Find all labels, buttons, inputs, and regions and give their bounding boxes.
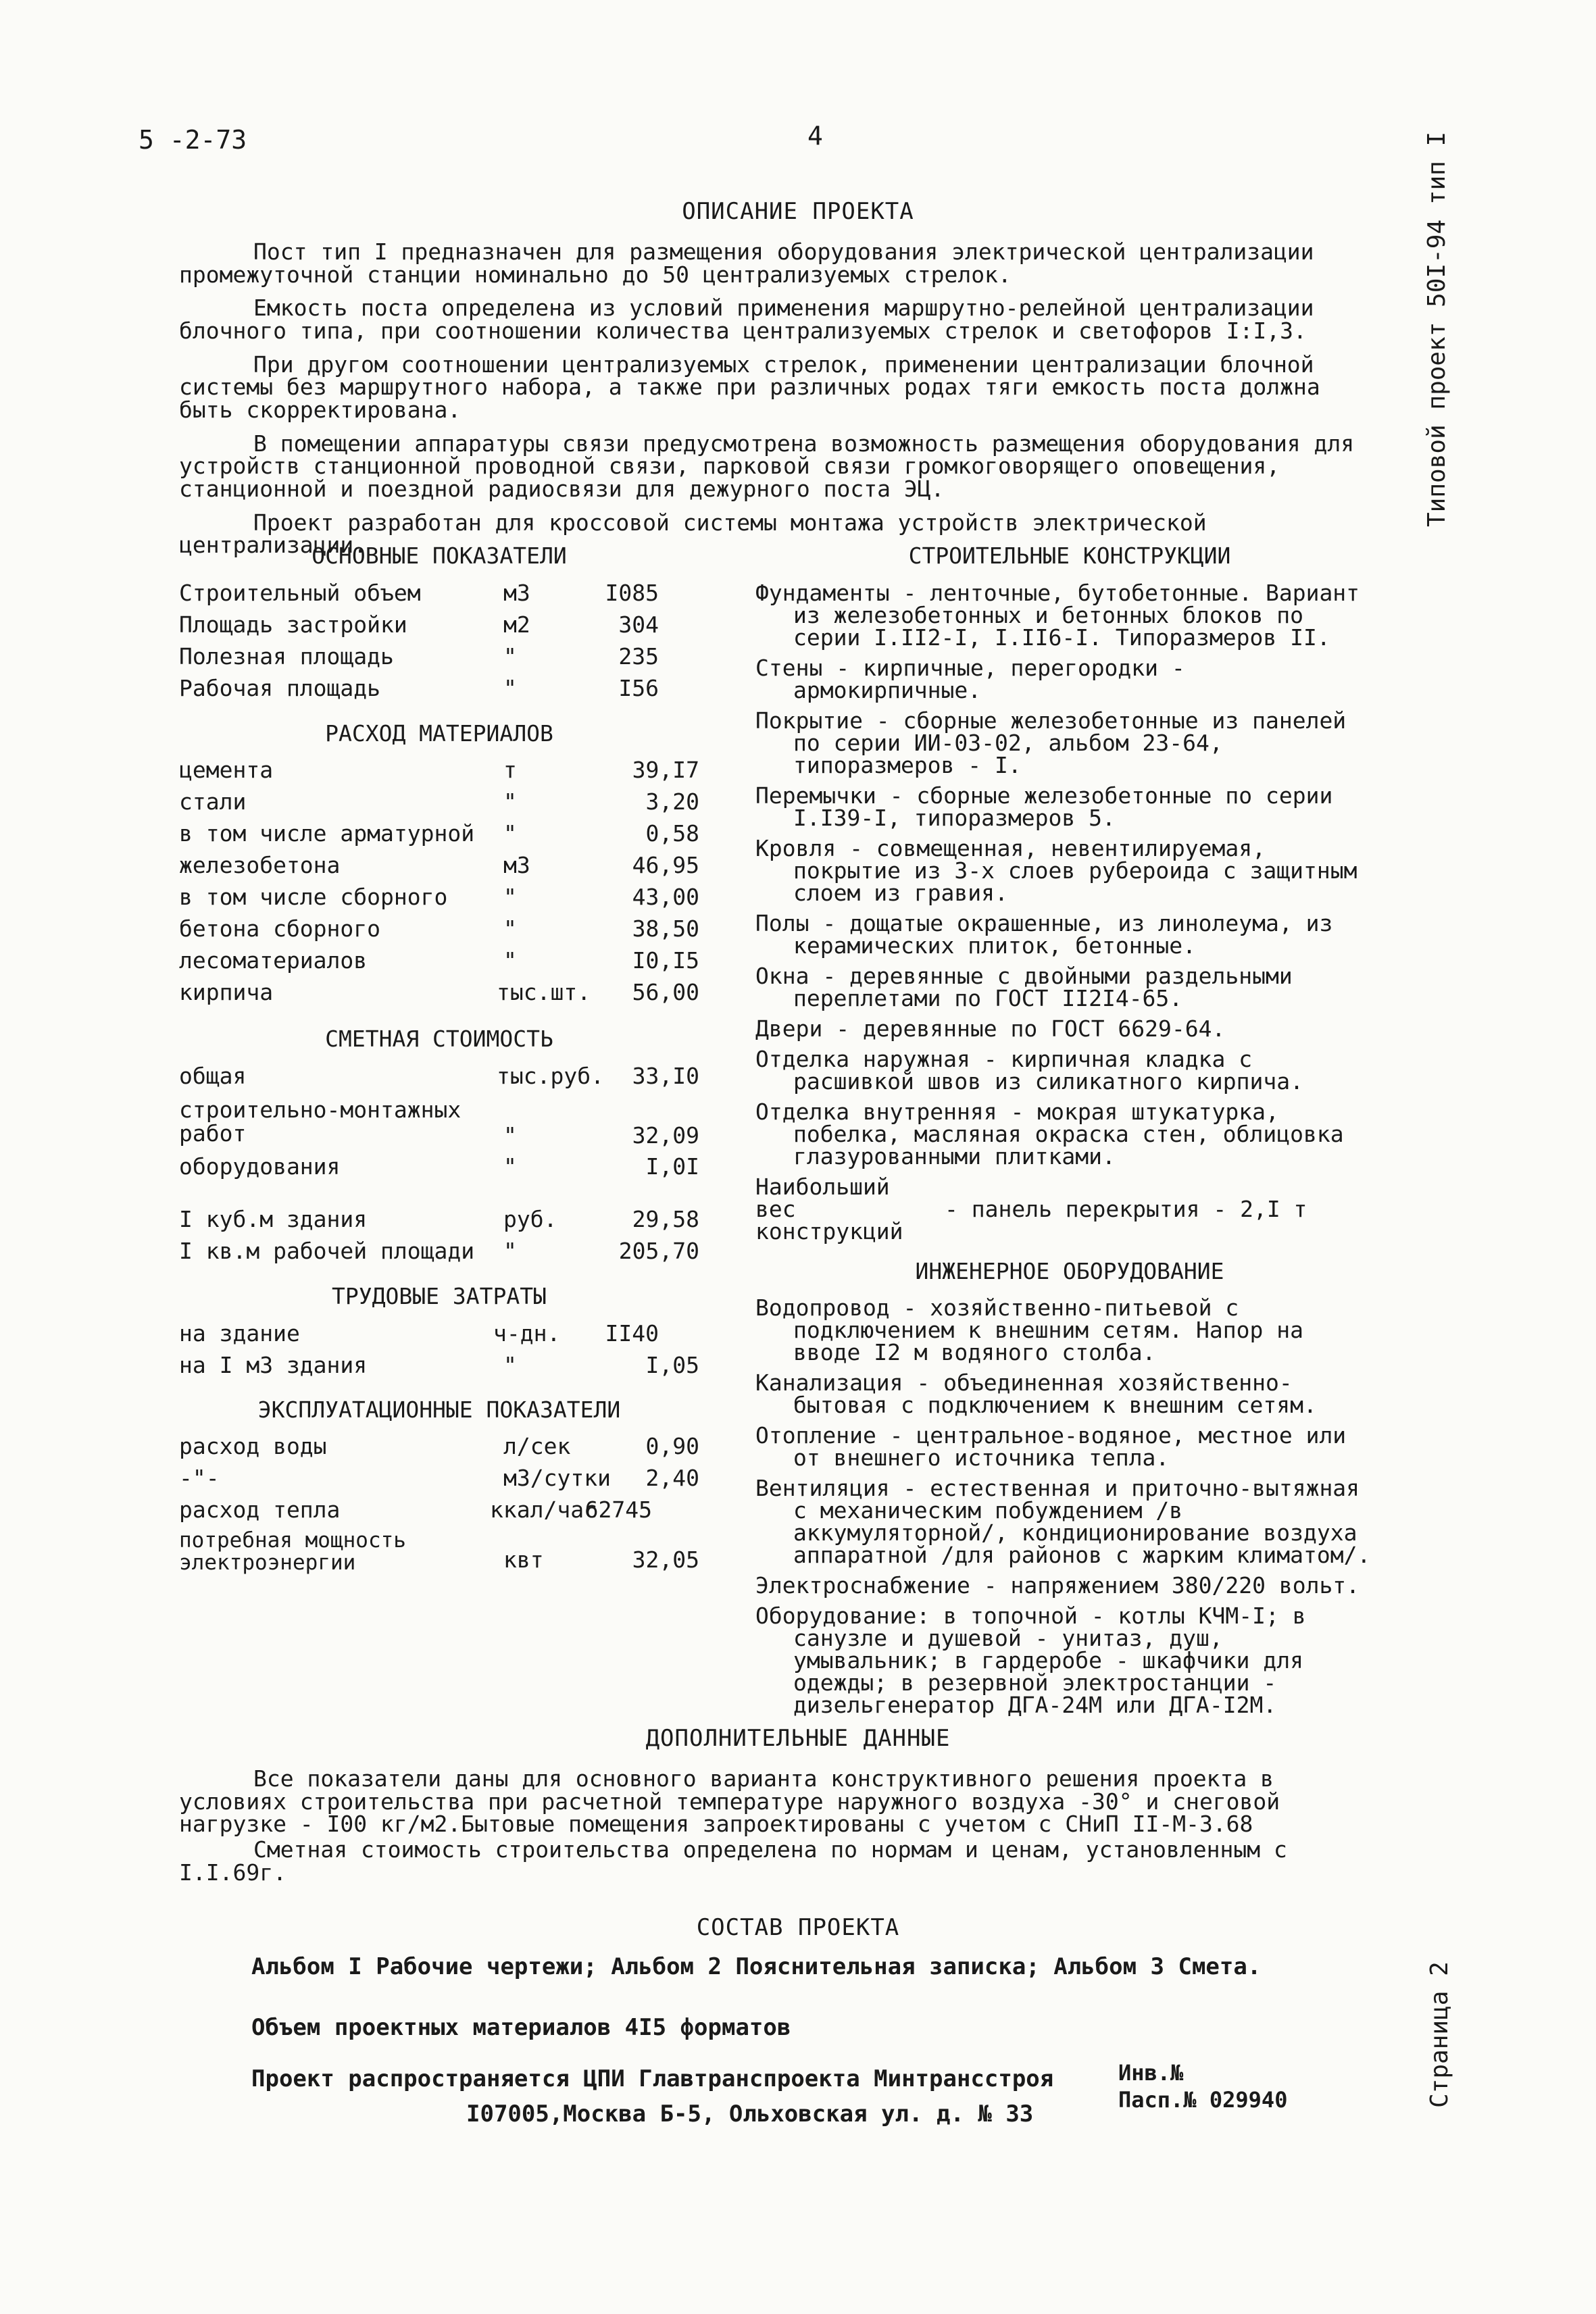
description-paragraph: При другом соотношении централизуемых стрелок, применении централизации блочной системы без маршрутного набора, а также при различных родах тяги емкость поста должна быть скорректирована. — [179, 351, 1320, 423]
table-row: лесоматериалов " I0,I5 — [179, 947, 699, 974]
table-row: железобетона м3 46,95 — [179, 852, 699, 879]
operation-title: ЭКСПЛУАТАЦИОННЫЕ ПОКАЗАТЕЛИ — [257, 1396, 621, 1423]
indicators-title: ОСНОВНЫЕ ПОКАЗАТЕЛИ — [311, 543, 567, 569]
additional-paragraph: Все показатели даны для основного варианта конструктивного решения проекта в условиях строительства при расчетной температуре наружного воздуха -30° и снеговой нагрузке - I00 кг/м2.Бытовые помещения запроектированы с учетом с СНиП II-М-3.68 — [179, 1765, 1280, 1838]
list-item: Оборудование: в топочной - котлы КЧМ-I; в санузле и душевой - унитаз, душ, умывальник; в гардеробе - шкафчики для одежды; в резервной электростанции - дизельгенератор ДГА-24М или ДГА-I2М. — [755, 1603, 1306, 1719]
list-item: Вентиляция - естественная и приточно-вытяжная с механическим побуждением /в аккумуляторной/, кондиционирование воздуха аппаратной /для районов с жарким климатом/. — [755, 1475, 1371, 1569]
inventory-number: Инв.№ — [1118, 2060, 1184, 2086]
list-item: Полы - дощатые окрашенные, из линолеума, из керамических плиток, бетонные. — [755, 909, 1333, 959]
list-item: Кровля - совмещенная, невентилируемая, покрытие из 3-х слоев рубероида с защитным слоем из гравия. — [755, 834, 1357, 906]
table-row: общая тыс.руб. 33,I0 — [179, 1062, 699, 1089]
description-body — [179, 238, 1378, 559]
table-row: расход тепла ккал/час 62745 — [179, 1496, 652, 1524]
page-number: 4 — [807, 121, 823, 151]
table-row: строительно-монтажных работ " 32,09 — [179, 1096, 699, 1149]
additional-paragraph: Сметная стоимость строительства определена по нормам и ценам, установленным с I.I.69г. — [179, 1836, 1287, 1886]
list-item: Канализация - объединенная хозяйственно-бытовая с подключением к внешним сетям. — [755, 1369, 1317, 1419]
description-paragraph: В помещении аппаратуры связи предусмотрена возможность размещения оборудования для устройств станционной проводной связи, парковой связи громкоговорящего оповещения, станционной и поездной радиосвязи для дежурного поста ЭЦ. — [179, 430, 1355, 502]
table-row: I куб.м здания руб. 29,58 — [179, 1205, 699, 1232]
distribution-line-1: Проект распространяется ЦПИ Главтранспроекта Минтрансстроя — [251, 2065, 1054, 2092]
list-item: Отделка внутренняя - мокрая штукатурка, побелка, масляная окраска стен, облицовка глазурованными плитками. — [755, 1098, 1344, 1169]
table-row: Строительный объем м3 I085 — [179, 579, 659, 606]
document-code: 5 -2-73 — [139, 125, 247, 155]
composition-volume: Объем проектных материалов 4I5 форматов — [251, 2014, 791, 2041]
indicators-table — [179, 579, 699, 710]
table-row: стали " 3,20 — [179, 788, 699, 815]
max-weight-item: Наибольший вес конструкций - панель перекрытия - 2,I т — [755, 1173, 1307, 1244]
description-paragraph: Емкость поста определена из условий применения маршрутно-релейной централизации блочного типа, при соотношении количества централизуемых стрелок и светофоров I:I,3. — [179, 295, 1314, 344]
table-row: Площадь застройки м2 304 — [179, 611, 659, 638]
list-item: Двери - деревянные по ГОСТ 6629-64. — [755, 1015, 1226, 1042]
description-paragraph: Пост тип I предназначен для размещения оборудования электрической централизации промежуточной станции номинально до 50 централизуемых стрелок. — [179, 238, 1314, 288]
list-item: Фундаменты - ленточные, бутобетонные. Вариант из железобетонных и бетонных блоков по серии I.II2-I, I.II6-I. Типоразмеров II. — [755, 579, 1360, 651]
materials-table — [179, 759, 699, 1015]
structures-title: СТРОИТЕЛЬНЫЕ КОНСТРУКЦИИ — [908, 543, 1231, 569]
table-row: на здание ч-дн. II40 — [179, 1319, 659, 1347]
structures-column — [755, 545, 1384, 1724]
table-row: Полезная площадь " 235 — [179, 643, 659, 670]
labor-title: ТРУДОВЫЕ ЗАТРАТЫ — [332, 1282, 547, 1309]
list-item: Стены - кирпичные, перегородки - армокирпичные. — [755, 654, 1185, 703]
table-row: на I м3 здания " I,05 — [179, 1351, 699, 1378]
list-item: Покрытие - сборные железобетонные из панелей по серии ИИ-03-02, альбом 23-64, типоразмеров - I. — [755, 707, 1347, 778]
side-page-label: Страница 2 — [1426, 1961, 1453, 2108]
additional-body — [179, 1767, 1389, 1884]
table-row: цемента т 39,I7 — [179, 757, 699, 784]
list-item: Отопление - центральное-водяное, местное или от внешнего источника тепла. — [755, 1422, 1347, 1472]
table-row: потребная мощность электроэнергии квт 32,05 — [179, 1528, 699, 1575]
table-row: бетона сборного " 38,50 — [179, 915, 699, 942]
labor-table — [179, 1319, 699, 1386]
operation-table — [179, 1435, 699, 1584]
table-row: в том числе арматурной " 0,58 — [179, 820, 699, 847]
distribution-line-2: I07005,Москва Б-5, Ольховская ул. д. № 33 — [466, 2101, 1034, 2128]
table-row: Рабочая площадь " I56 — [179, 674, 659, 701]
composition-title: СОСТАВ ПРОЕКТА — [696, 1914, 900, 1941]
cost-table — [179, 1062, 699, 1267]
list-item: Электроснабжение - напряжением 380/220 вольт. — [755, 1572, 1360, 1599]
list-item: Перемычки - сборные железобетонные по серии I.I39-I, типоразмеров 5. — [755, 782, 1333, 831]
list-item: Водопровод - хозяйственно-питьевой с подключением к внешним сетям. Напор на вводе I2 м водяного столба. — [755, 1294, 1303, 1366]
table-row: -"- м3/сутки 2,40 — [179, 1465, 699, 1492]
table-row: расход воды л/сек 0,90 — [179, 1433, 699, 1460]
side-project-label: Типовой проект 50I-94 тип I — [1423, 131, 1451, 527]
cost-title: СМЕТНАЯ СТОИМОСТЬ — [325, 1026, 553, 1053]
engineering-title: ИНЖЕНЕРНОЕ ОБОРУДОВАНИЕ — [915, 1257, 1224, 1284]
table-row: кирпича тыс.шт. 56,00 — [179, 979, 699, 1006]
additional-title: ДОПОЛНИТЕЛЬНЫЕ ДАННЫЕ — [645, 1725, 951, 1752]
passport-number: Пасп.№ 029940 — [1118, 2087, 1288, 2113]
table-row: I кв.м рабочей площади " 205,70 — [179, 1237, 699, 1264]
description-title: ОПИСАНИЕ ПРОЕКТА — [682, 198, 914, 225]
description-paragraph: Проект разработан для кроссовой системы монтажа устройств электрической централизации. — [179, 509, 1207, 559]
indicators-column — [179, 545, 699, 1584]
table-row: оборудования " I,0I — [179, 1153, 699, 1180]
materials-title: РАСХОД МАТЕРИАЛОВ — [325, 720, 553, 747]
composition-albums: Альбом I Рабочие чертежи; Альбом 2 Пояснительная записка; Альбом 3 Смета. — [251, 1953, 1262, 1980]
table-row: в том числе сборного " 43,00 — [179, 884, 699, 911]
list-item: Отделка наружная - кирпичная кладка с расшивкой швов из силикатного кирпича. — [755, 1045, 1303, 1095]
list-item: Окна - деревянные с двойными раздельными переплетами по ГОСТ II2I4-65. — [755, 962, 1293, 1011]
